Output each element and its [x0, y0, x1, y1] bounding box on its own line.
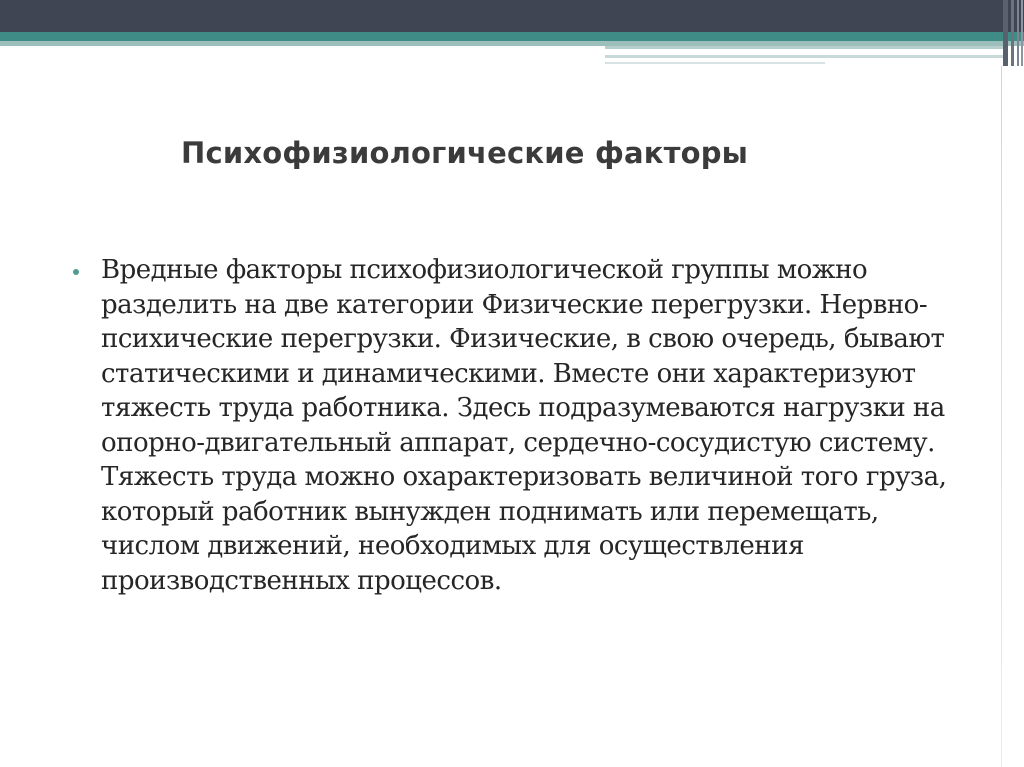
bullet-list: [70, 253, 970, 598]
header-line: [605, 62, 825, 64]
header-vertical-bar: [1011, 0, 1014, 66]
bullet-text: Вредные факторы психофизиологической группы можно разделить на две категории Физические перегрузки. Нервно-психические перегрузки. Физические, в свою очередь, бывают статическими и динамическими. Вместе они характеризуют тяжесть труда работника. Здесь подразумеваются нагрузки на опорно-двигательный аппарат, сердечно-сосудистую систему. Тяжесть труда можно охарактеризовать величиной того груза, который работник вынужден поднимать или перемещать, числом движений, необходимых для осуществления производственных процессов.: [101, 255, 947, 596]
header-line: [605, 55, 1003, 58]
header-band-dark: [0, 0, 1024, 32]
header-vertical-bar: [1021, 0, 1023, 66]
slide-title: Психофизиологические факторы: [181, 136, 749, 170]
slide-edge-shadow: [1001, 66, 1002, 767]
header-vertical-bar: [1017, 0, 1019, 66]
header-step-lines: [605, 46, 1003, 67]
header-vertical-bar: [1003, 0, 1008, 66]
bullet-dot-icon: [73, 269, 79, 275]
header-band-teal: [0, 32, 1024, 41]
bullet-item: [70, 253, 970, 598]
